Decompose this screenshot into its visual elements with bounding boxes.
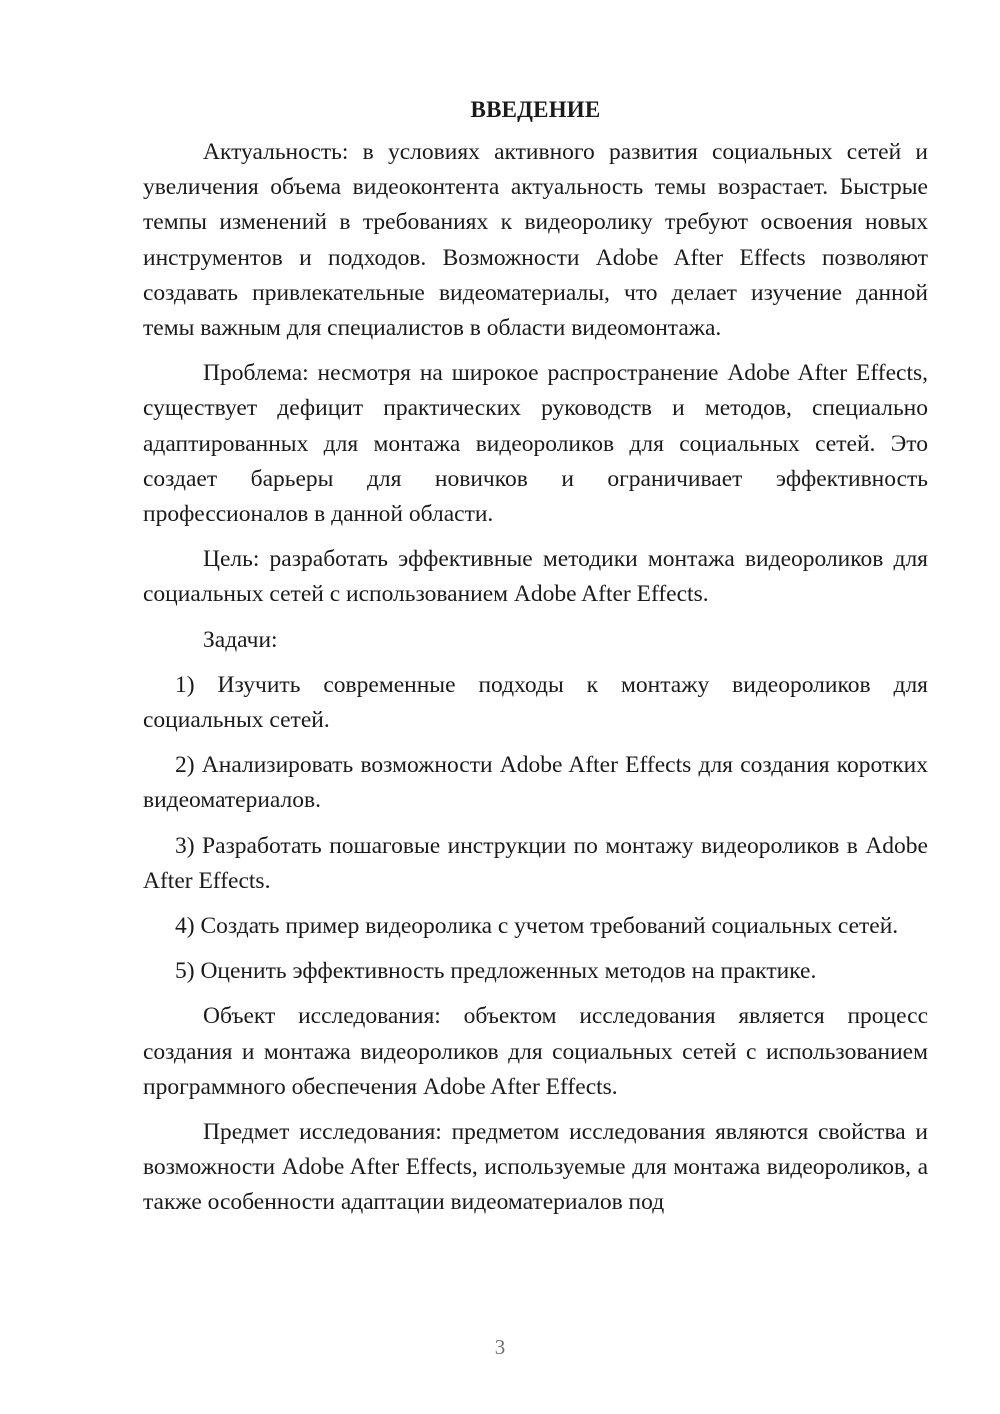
list-item: 5) Оценить эффективность предложенных методов на практике. (175, 958, 817, 985)
paragraph-object: Объект исследования: объектом исследования является процесс создания и монтажа видеороликов для социальных сетей с использованием программного обеспечения Adobe After Effects. (143, 1003, 928, 1100)
section-heading: ВВЕДЕНИЕ (470, 97, 601, 122)
list-item: 3) Разработать пошаговые инструкции по монтажу видеороликов в Adobe After Effects. (143, 832, 928, 894)
list-item: 1) Изучить современные подходы к монтажу видеороликов для социальных сетей. (143, 671, 928, 734)
paragraph-subject: Предмет исследования: предметом исследования являются свойства и возможности Adobe After Effects, используемые для монтажа видеороликов, а также особенности адаптации видеоматериалов под (143, 1119, 928, 1216)
page-number: 3 (494, 1335, 506, 1359)
paragraph-relevance: Актуальность: в условиях активного развития социальных сетей и увеличения объема видеоконтента актуальность темы возрастает. Быстрые темпы изменений в требованиях к видеоролику требуют освоения новых инструментов и подходов. Возможности Adobe After Effects позволяют создавать привлекательные видеоматериалы, что делает изучение данной темы важным для специалистов в области видеомонтажа. (143, 139, 928, 342)
list-item: 4) Создать пример видеоролика с учетом требований социальных сетей. (175, 913, 899, 940)
tasks-list (143, 668, 928, 990)
paragraph-tasks-label: Задачи: (203, 626, 278, 653)
document-page (143, 95, 928, 1231)
paragraph-goal: Цель: разработать эффективные методики монтажа видеороликов для социальных сетей с использованием Adobe After Effects. (143, 546, 928, 608)
paragraph-problem: Проблема: несмотря на широкое распространение Adobe After Effects, существует дефицит практических руководств и методов, специально адаптированных для монтажа видеороликов для социальных сетей. Это создает барьеры для новичков и ограничивает эффективность профессионалов в данной области. (143, 360, 928, 528)
list-item: 2) Анализировать возможности Adobe After Effects для создания коротких видеоматериалов. (143, 752, 928, 814)
